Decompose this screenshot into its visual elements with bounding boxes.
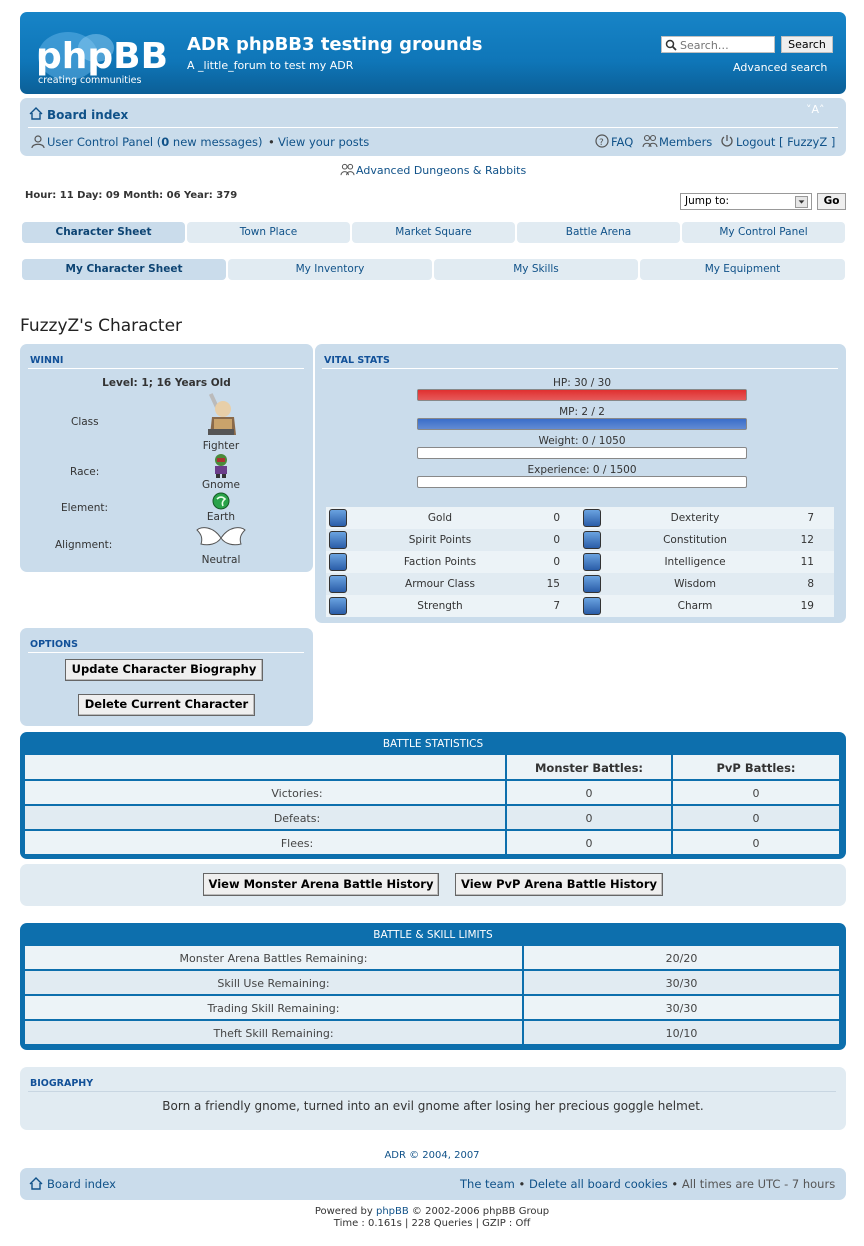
- monster-value: 0: [585, 812, 593, 825]
- stat-name: Spirit Points: [408, 534, 472, 546]
- tab-battle-arena[interactable]: Battle Arena: [517, 222, 680, 243]
- adr-title-link[interactable]: Advanced Dungeons & Rabbits: [356, 164, 527, 177]
- logo-tagline: creating communities: [38, 75, 142, 86]
- limit-value: 30/30: [665, 1002, 698, 1015]
- monster-value: 0: [585, 837, 593, 850]
- experience-bar: [417, 476, 747, 488]
- pvp-value: 0: [752, 837, 760, 850]
- stat-name: Faction Points: [403, 556, 477, 568]
- weight-label: Weight: 0 / 1050: [538, 435, 626, 447]
- level-line: Level: 1; 16 Years Old: [102, 377, 231, 389]
- jump-to-select[interactable]: Jump to:: [680, 193, 812, 210]
- search-icon: [665, 39, 677, 51]
- fighter-class-icon: [202, 391, 240, 439]
- stat-value: 11: [800, 556, 814, 568]
- go-button[interactable]: Go: [817, 193, 846, 210]
- class-label: Class: [71, 416, 99, 428]
- logout-link[interactable]: Logout [ FuzzyZ ]: [736, 135, 836, 149]
- tab-character-sheet[interactable]: Character Sheet: [22, 222, 185, 243]
- race-value: Gnome: [202, 479, 240, 491]
- search-button[interactable]: Search: [781, 36, 833, 53]
- hp-label: HP: 30 / 30: [552, 377, 612, 389]
- stat-spirit-points-icon: [329, 531, 347, 549]
- footer-bullet: •: [518, 1177, 529, 1191]
- limits-heading: BATTLE & SKILL LIMITS: [373, 929, 493, 941]
- subtab-my-inventory[interactable]: My Inventory: [228, 259, 432, 280]
- element-label: Element:: [61, 502, 109, 514]
- limit-label: Monster Arena Battles Remaining:: [179, 952, 368, 965]
- page-timing: Time : 0.161s | 228 Queries | GZIP : Off: [333, 1218, 531, 1229]
- stat-dexterity-icon: [583, 509, 601, 527]
- font-resize-control[interactable]: [806, 103, 825, 116]
- tab-market-square[interactable]: Market Square: [352, 222, 515, 243]
- gnome-race-icon: [210, 453, 232, 479]
- race-label: Race:: [70, 466, 100, 478]
- nav-bullet: •: [268, 135, 275, 149]
- battle-row-label: Victories:: [271, 787, 323, 800]
- update-biography-button[interactable]: Update Character Biography: [65, 659, 263, 681]
- character-name-heading: WINNI: [30, 355, 64, 366]
- adr-copyright[interactable]: ADR © 2004, 2007: [384, 1150, 480, 1161]
- font-decrease-icon: ˅: [806, 103, 812, 116]
- stat-value: 19: [800, 600, 814, 612]
- limit-label: Trading Skill Remaining:: [207, 1002, 340, 1015]
- stat-strength-icon: [329, 597, 347, 615]
- ucp-icon: [30, 135, 46, 149]
- stat-name: Charm: [677, 600, 713, 612]
- subtab-my-character-sheet[interactable]: My Character Sheet: [22, 259, 226, 280]
- page-title: FuzzyZ's Character: [20, 316, 183, 336]
- panel-divider: [28, 368, 304, 369]
- monster-value: 0: [585, 787, 593, 800]
- site-description: A _little_forum to test my ADR: [187, 59, 354, 72]
- battle-row-label: Flees:: [280, 837, 314, 850]
- stat-value: 0: [553, 512, 560, 524]
- subtab-my-skills[interactable]: My Skills: [434, 259, 638, 280]
- faq-icon: [595, 134, 609, 148]
- site-title: ADR phpBB3 testing grounds: [187, 34, 483, 55]
- monster-battles-column: Monster Battles:: [534, 761, 644, 775]
- members-link[interactable]: Members: [659, 135, 713, 149]
- stat-value: 0: [553, 534, 560, 546]
- limit-value: 10/10: [665, 1027, 698, 1040]
- ucp-link[interactable]: [47, 135, 263, 149]
- phpbb-link[interactable]: phpBB: [375, 1206, 409, 1217]
- element-value: Earth: [206, 511, 236, 523]
- pvp-battles-column: PvP Battles:: [716, 761, 796, 775]
- search-input[interactable]: [661, 36, 775, 53]
- stat-charm-icon: [583, 597, 601, 615]
- delete-cookies-link[interactable]: Delete all board cookies: [529, 1177, 668, 1191]
- battle-statistics-heading: BATTLE STATISTICS: [382, 738, 484, 750]
- logo-wordmark: phpBB: [36, 36, 169, 77]
- powered-by: [0, 1206, 864, 1217]
- pvp-value: 0: [752, 787, 760, 800]
- home-icon: [29, 1177, 43, 1190]
- breadcrumb-board-index[interactable]: Board index: [47, 108, 129, 122]
- stat-name: Intelligence: [664, 556, 726, 568]
- experience-label: Experience: 0 / 1500: [527, 464, 637, 476]
- stat-name: Gold: [427, 512, 453, 524]
- biography-text: Born a friendly gnome, turned into an evil gnome after losing her precious goggle helmet.: [162, 1099, 704, 1113]
- hp-bar-fill: [418, 390, 746, 400]
- monster-battle-history-button[interactable]: View Monster Arena Battle History: [203, 873, 439, 896]
- alignment-value: Neutral: [201, 554, 241, 566]
- mp-bar: [417, 418, 747, 430]
- alignment-label: Alignment:: [55, 539, 113, 551]
- game-date: Hour: 11 Day: 09 Month: 06 Year: 379: [25, 190, 238, 201]
- stat-constitution-icon: [583, 531, 601, 549]
- limit-value: 30/30: [665, 977, 698, 990]
- stat-value: 0: [553, 556, 560, 568]
- stat-gold-icon: [329, 509, 347, 527]
- panel-divider: [28, 652, 304, 653]
- panel-divider: [322, 368, 838, 369]
- hp-bar: [417, 389, 747, 401]
- stat-faction-points-icon: [329, 553, 347, 571]
- delete-character-button[interactable]: Delete Current Character: [78, 694, 255, 716]
- logout-icon: [720, 134, 734, 148]
- stat-name: Armour Class: [405, 578, 475, 590]
- stat-name: Dexterity: [670, 512, 720, 524]
- pvp-value: 0: [752, 812, 760, 825]
- stat-intelligence-icon: [583, 553, 601, 571]
- timezone-text: All times are UTC - 7 hours: [681, 1177, 836, 1191]
- neutral-alignment-wings-icon: [195, 524, 247, 552]
- svg-text:?: ?: [599, 138, 604, 148]
- weight-bar: [417, 447, 747, 459]
- pvp-battle-history-button[interactable]: View PvP Arena Battle History: [455, 873, 663, 896]
- stat-name: Wisdom: [674, 578, 716, 590]
- battle-row-label: Defeats:: [273, 812, 321, 825]
- limit-label: Theft Skill Remaining:: [213, 1027, 334, 1040]
- site-header: [20, 12, 846, 94]
- new-messages-label: new messages): [169, 135, 263, 149]
- stat-value: 15: [546, 578, 560, 590]
- mp-bar-fill: [418, 419, 746, 429]
- options-heading: OPTIONS: [30, 639, 78, 650]
- biography-heading: BIOGRAPHY: [30, 1078, 94, 1089]
- limit-label: Skill Use Remaining:: [217, 977, 330, 990]
- class-value: Fighter: [202, 440, 240, 452]
- footer-bullet: •: [671, 1177, 682, 1191]
- stat-name: Strength: [417, 600, 463, 612]
- vital-stats-heading: VITAL STATS: [324, 355, 390, 366]
- stat-value: 7: [553, 600, 560, 612]
- mp-label: MP: 2 / 2: [559, 406, 605, 418]
- font-increase-icon: ˄: [819, 103, 825, 116]
- home-icon: [29, 107, 43, 120]
- members-icon: [642, 134, 658, 148]
- tab-town-place[interactable]: Town Place: [187, 222, 350, 243]
- stat-name: Constitution: [663, 534, 727, 546]
- subtab-my-equipment[interactable]: My Equipment: [640, 259, 845, 280]
- navbar-divider: [28, 127, 838, 128]
- powered-suffix: © 2002-2006 phpBB Group: [408, 1206, 550, 1217]
- panel-divider: [28, 1091, 836, 1092]
- faq-link[interactable]: FAQ: [611, 135, 634, 149]
- team-link[interactable]: The team: [460, 1177, 515, 1191]
- footer-board-index[interactable]: Board index: [47, 1177, 116, 1191]
- powered-prefix: Powered by: [314, 1206, 376, 1217]
- new-messages-count: 0: [161, 135, 170, 149]
- advanced-search-link[interactable]: Advanced search: [733, 61, 828, 74]
- battle-stats-header-blank: [25, 755, 505, 779]
- footer-links: [460, 1177, 835, 1191]
- ucp-label: User Control Panel (: [47, 135, 162, 149]
- phpbb-logo[interactable]: [34, 26, 174, 86]
- stat-value: 7: [807, 512, 814, 524]
- limit-value: 20/20: [665, 952, 698, 965]
- stat-value: 8: [807, 578, 814, 590]
- adr-users-icon: [340, 163, 355, 176]
- tab-my-control-panel[interactable]: My Control Panel: [682, 222, 845, 243]
- font-resize-label: A: [811, 103, 820, 116]
- stat-armour-class-icon: [329, 575, 347, 593]
- chevron-down-icon[interactable]: [795, 196, 808, 208]
- view-posts-link[interactable]: View your posts: [278, 135, 370, 149]
- stat-value: 12: [800, 534, 814, 546]
- earth-element-icon: [212, 492, 230, 510]
- stat-wisdom-icon: [583, 575, 601, 593]
